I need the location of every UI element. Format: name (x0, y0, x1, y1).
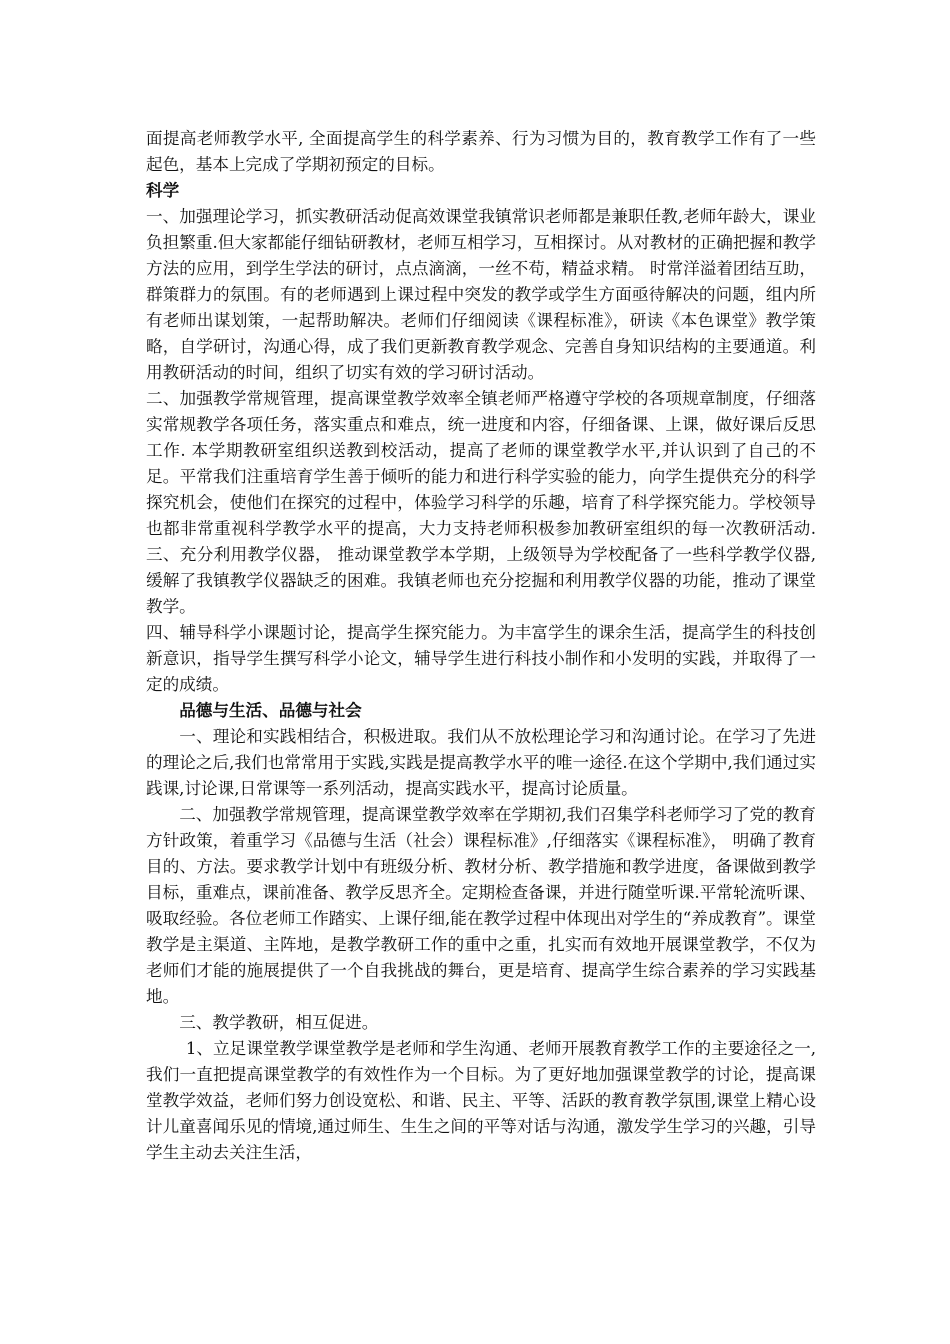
section-heading-moral: 品德与生活、品德与社会 (179, 701, 362, 720)
paragraph-science-1: 一、加强理论学习，抓实教研活动促高效课堂我镇常识老师都是兼职任教,老师年龄大，课业负担繁重.但大家都能仔细钻研教材，老师互相学习，互相探讨。从对教材的正确把握和教学方法的应用，到学生学法的研讨，点点滴滴，一丝不苟，精益求精。 时常洋溢着团结互助，群策群力的氛围。有的老师遇到上课过程中突发的教学或学生方面亟待解决的问题，组内所有老师出谋划策，一起帮助解决。老师们仔细阅读《课程标准》，研读《本色课堂》教学策略，自学研讨，沟通心得，成了我们更新教育教学观念、完善自身知识结构的主要通道。利用教研活动的时间，组织了切实有效的学习研讨活动。 (146, 207, 816, 382)
paragraph-intro: 面提高老师教学水平, 全面提高学生的科学素养、行为习惯为目的，教育教学工作有了一些起色，基本上完成了学期初预定的目标。 (146, 129, 816, 174)
section-heading-science: 科学 (146, 181, 180, 200)
paragraph-science-3: 四、辅导科学小课题讨论，提高学生探究能力。为丰富学生的课余生活，提高学生的科技创新意识，指导学生撰写科学小论文，辅导学生进行科技小制作和小发明的实践，并取得了一定的成绩。 (146, 623, 816, 694)
paragraph-moral-1: 一、理论和实践相结合，积极进取。我们从不放松理论学习和沟通讨论。在学习了先进的理论之后,我们也常常用于实践,实践是提高教学水平的唯一途径.在这个学期中,我们通过实践课,讨论课,日常课等一系列活动，提高实践水平，提高讨论质量。 (146, 727, 816, 798)
document-page (146, 126, 816, 1166)
paragraph-moral-4: 1、立足课堂教学课堂教学是老师和学生沟通、老师开展教育教学工作的主要途径之一,我们一直把提高课堂教学的有效性作为一个目标。为了更好地加强课堂教学的讨论，提高课堂教学效益，老师们努力创设宽松、和谐、民主、平等、活跃的教育教学氛围,课堂上精心设计儿童喜闻乐见的情境,通过师生、生生之间的平等对话与沟通，激发学生学习的兴趣，引导学生主动去关注生活， (146, 1039, 816, 1162)
paragraph-moral-3: 三、教学教研，相互促进。 (179, 1013, 379, 1032)
paragraph-moral-2: 二、加强教学常规管理，提高课堂教学效率在学期初,我们召集学科老师学习了党的教育方针政策，着重学习《品德与生活（社会）课程标准》,仔细落实《课程标准》， 明确了教育目的、方法。要求教学计划中有班级分析、教材分析、教学措施和教学进度，备课做到教学目标，重难点，课前准备、教学反思齐全。定期检查备课，并进行随堂听课.平常轮流听课、吸取经验。各位老师工作踏实、上课仔细,能在教学过程中体现出对学生的“养成教育”。课堂教学是主渠道、主阵地，是教学教研工作的重中之重，扎实而有效地开展课堂教学，不仅为老师们才能的施展提供了一个自我挑战的舞台，更是培育、提高学生综合素养的学习实践基地。 (146, 805, 816, 1006)
paragraph-science-2: 二、加强教学常规管理，提高课堂教学效率全镇老师严格遵守学校的各项规章制度，仔细落实常规教学各项任务，落实重点和难点，统一进度和内容，仔细备课、上课，做好课后反思工作. 本学期教研室组织送教到校活动，提高了老师的课堂教学水平,并认识到了自己的不足。平常我们注重培育学生善于倾听的能力和进行科学实验的能力，向学生提供充分的科学探究机会，使他们在探究的过程中，体验学习科学的乐趣，培育了科学探究能力。学校领导也都非常重视科学教学水平的提高，大力支持老师积极参加教研室组织的每一次教研活动.三、充分利用教学仪器， 推动课堂教学本学期，上级领导为学校配备了一些科学教学仪器,缓解了我镇教学仪器缺乏的困难。我镇老师也充分挖掘和利用教学仪器的功能，推动了课堂教学。 (146, 389, 816, 616)
